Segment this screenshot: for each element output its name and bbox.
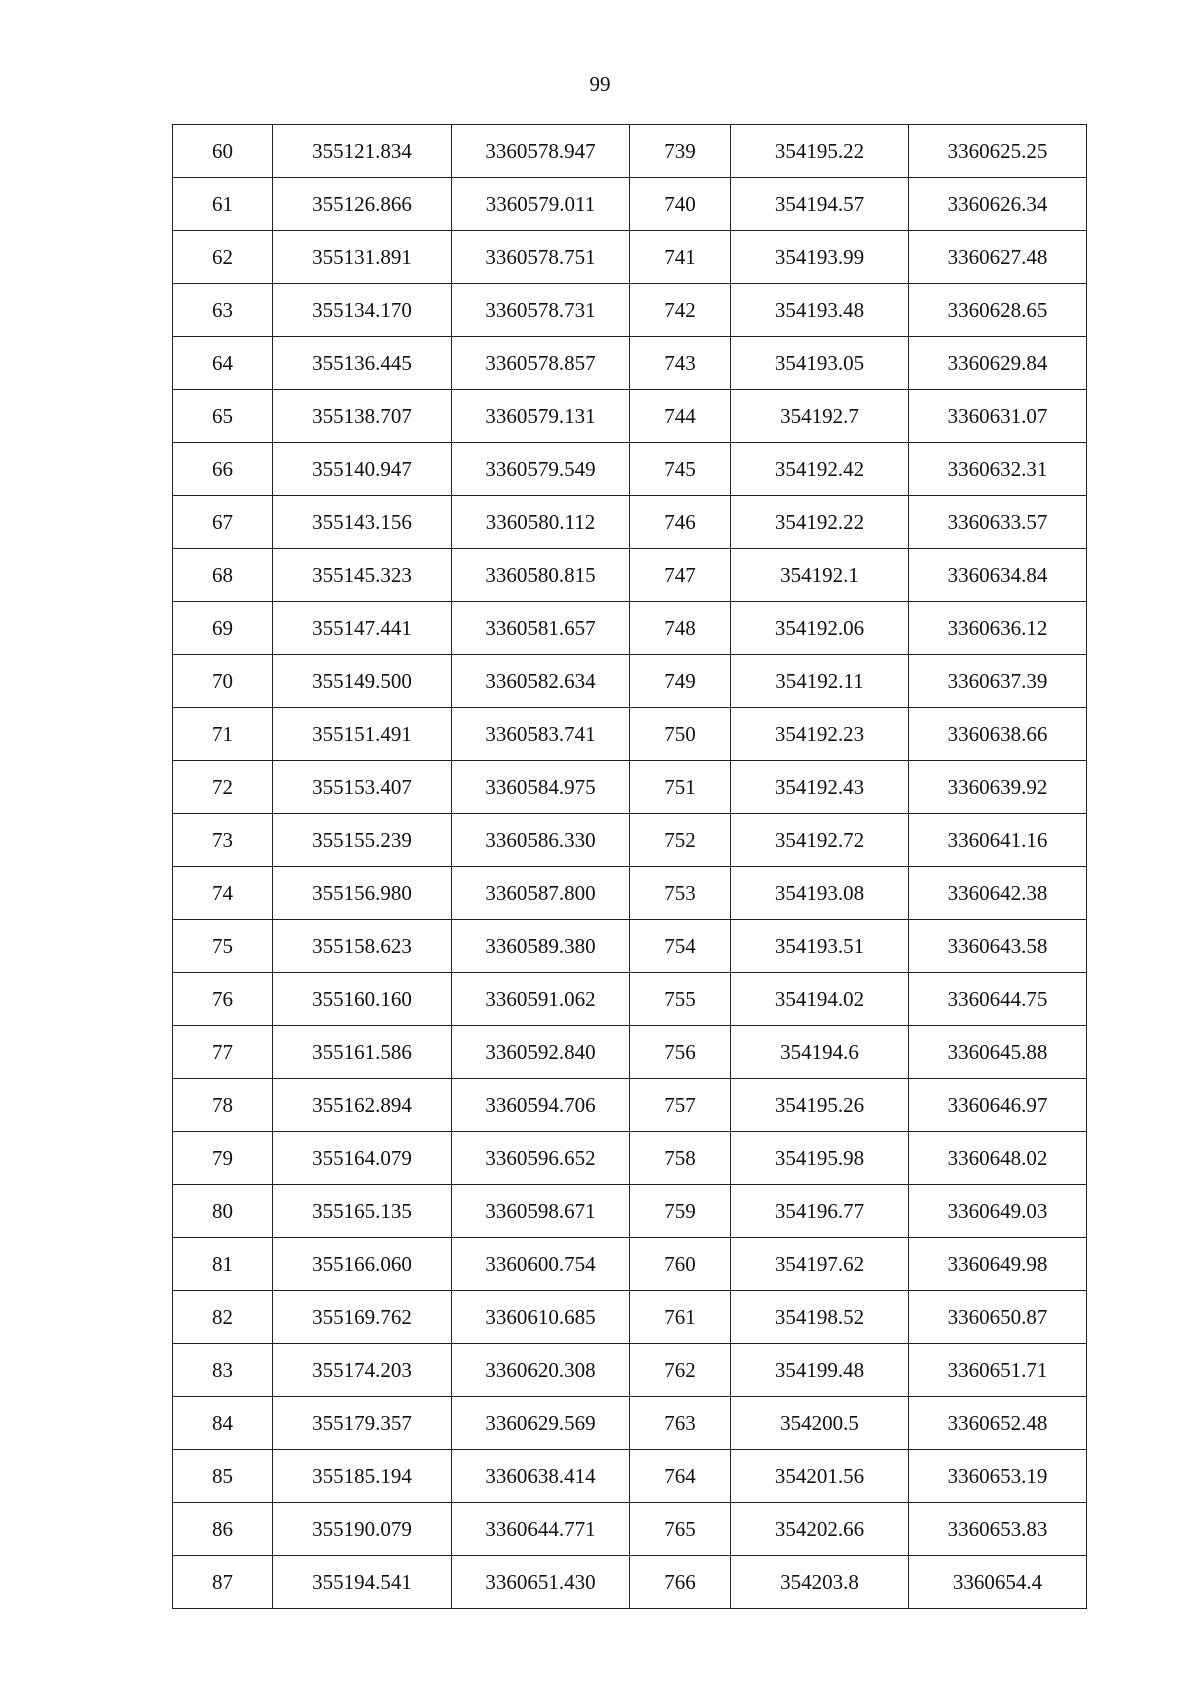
table-cell-x-coord-right: 354194.6 bbox=[731, 1026, 909, 1079]
table-cell-y-coord-right: 3360649.98 bbox=[909, 1238, 1087, 1291]
table-row bbox=[173, 1026, 1087, 1079]
table-row bbox=[173, 708, 1087, 761]
table-cell-y-coord-left: 3360644.771 bbox=[452, 1503, 630, 1556]
table-cell-y-coord-right: 3360638.66 bbox=[909, 708, 1087, 761]
table-cell-point-id-right: 743 bbox=[630, 337, 731, 390]
table-cell-x-coord-left: 355185.194 bbox=[273, 1450, 452, 1503]
table-cell-point-id-left: 80 bbox=[173, 1185, 273, 1238]
table-cell-point-id-right: 751 bbox=[630, 761, 731, 814]
table-cell-x-coord-right: 354193.48 bbox=[731, 284, 909, 337]
table-row bbox=[173, 443, 1087, 496]
table-cell-point-id-right: 765 bbox=[630, 1503, 731, 1556]
table-cell-x-coord-right: 354192.1 bbox=[731, 549, 909, 602]
table-cell-point-id-left: 85 bbox=[173, 1450, 273, 1503]
table-row bbox=[173, 390, 1087, 443]
table-cell-x-coord-left: 355166.060 bbox=[273, 1238, 452, 1291]
table-row bbox=[173, 920, 1087, 973]
table-cell-point-id-left: 68 bbox=[173, 549, 273, 602]
page-number: 99 bbox=[589, 72, 611, 96]
table-cell-x-coord-right: 354194.57 bbox=[731, 178, 909, 231]
table-cell-point-id-left: 64 bbox=[173, 337, 273, 390]
table-cell-y-coord-left: 3360583.741 bbox=[452, 708, 630, 761]
table-cell-y-coord-right: 3360626.34 bbox=[909, 178, 1087, 231]
table-cell-point-id-left: 60 bbox=[173, 125, 273, 178]
table-cell-point-id-left: 70 bbox=[173, 655, 273, 708]
table-cell-y-coord-right: 3360634.84 bbox=[909, 549, 1087, 602]
table-cell-x-coord-left: 355134.170 bbox=[273, 284, 452, 337]
table-cell-y-coord-right: 3360651.71 bbox=[909, 1344, 1087, 1397]
table-row bbox=[173, 1503, 1087, 1556]
table-cell-y-coord-right: 3360653.83 bbox=[909, 1503, 1087, 1556]
table-cell-x-coord-right: 354195.98 bbox=[731, 1132, 909, 1185]
table-cell-x-coord-right: 354192.7 bbox=[731, 390, 909, 443]
table-row bbox=[173, 761, 1087, 814]
table-cell-y-coord-right: 3360627.48 bbox=[909, 231, 1087, 284]
table-cell-point-id-right: 754 bbox=[630, 920, 731, 973]
table-cell-point-id-right: 764 bbox=[630, 1450, 731, 1503]
table-cell-point-id-right: 745 bbox=[630, 443, 731, 496]
table-cell-x-coord-right: 354192.23 bbox=[731, 708, 909, 761]
table-cell-y-coord-left: 3360578.857 bbox=[452, 337, 630, 390]
table-cell-point-id-left: 73 bbox=[173, 814, 273, 867]
table-cell-x-coord-right: 354196.77 bbox=[731, 1185, 909, 1238]
table-cell-x-coord-left: 355143.156 bbox=[273, 496, 452, 549]
table-cell-x-coord-left: 355156.980 bbox=[273, 867, 452, 920]
table-row bbox=[173, 1238, 1087, 1291]
table-cell-y-coord-left: 3360594.706 bbox=[452, 1079, 630, 1132]
table-row bbox=[173, 231, 1087, 284]
table-cell-point-id-left: 77 bbox=[173, 1026, 273, 1079]
table-row bbox=[173, 1344, 1087, 1397]
table-cell-point-id-right: 742 bbox=[630, 284, 731, 337]
table-cell-y-coord-left: 3360600.754 bbox=[452, 1238, 630, 1291]
table-cell-x-coord-left: 355169.762 bbox=[273, 1291, 452, 1344]
coordinate-table-body bbox=[173, 125, 1087, 1609]
table-row bbox=[173, 125, 1087, 178]
table-cell-y-coord-left: 3360578.751 bbox=[452, 231, 630, 284]
table-cell-x-coord-right: 354192.22 bbox=[731, 496, 909, 549]
table-cell-x-coord-left: 355164.079 bbox=[273, 1132, 452, 1185]
table-cell-x-coord-left: 355147.441 bbox=[273, 602, 452, 655]
table-cell-x-coord-right: 354200.5 bbox=[731, 1397, 909, 1450]
table-cell-point-id-right: 753 bbox=[630, 867, 731, 920]
table-cell-y-coord-left: 3360596.652 bbox=[452, 1132, 630, 1185]
table-cell-y-coord-right: 3360645.88 bbox=[909, 1026, 1087, 1079]
table-cell-x-coord-left: 355155.239 bbox=[273, 814, 452, 867]
table-row bbox=[173, 284, 1087, 337]
table-cell-x-coord-right: 354199.48 bbox=[731, 1344, 909, 1397]
table-cell-x-coord-left: 355194.541 bbox=[273, 1556, 452, 1609]
table-cell-x-coord-left: 355151.491 bbox=[273, 708, 452, 761]
table-row bbox=[173, 1291, 1087, 1344]
table-cell-y-coord-left: 3360629.569 bbox=[452, 1397, 630, 1450]
table-cell-x-coord-right: 354195.22 bbox=[731, 125, 909, 178]
table-row bbox=[173, 178, 1087, 231]
table-cell-point-id-right: 758 bbox=[630, 1132, 731, 1185]
table-cell-x-coord-left: 355162.894 bbox=[273, 1079, 452, 1132]
table-cell-x-coord-left: 355149.500 bbox=[273, 655, 452, 708]
table-cell-point-id-left: 62 bbox=[173, 231, 273, 284]
table-cell-point-id-right: 749 bbox=[630, 655, 731, 708]
table-cell-y-coord-right: 3360631.07 bbox=[909, 390, 1087, 443]
table-cell-point-id-left: 78 bbox=[173, 1079, 273, 1132]
table-cell-point-id-right: 747 bbox=[630, 549, 731, 602]
table-row bbox=[173, 549, 1087, 602]
table-cell-y-coord-right: 3360646.97 bbox=[909, 1079, 1087, 1132]
table-cell-y-coord-right: 3360637.39 bbox=[909, 655, 1087, 708]
table-cell-point-id-left: 71 bbox=[173, 708, 273, 761]
table-row bbox=[173, 655, 1087, 708]
table-cell-y-coord-left: 3360584.975 bbox=[452, 761, 630, 814]
table-cell-y-coord-right: 3360641.16 bbox=[909, 814, 1087, 867]
table-cell-y-coord-left: 3360610.685 bbox=[452, 1291, 630, 1344]
table-cell-point-id-left: 63 bbox=[173, 284, 273, 337]
table-cell-y-coord-left: 3360579.549 bbox=[452, 443, 630, 496]
table-cell-x-coord-left: 355158.623 bbox=[273, 920, 452, 973]
table-cell-point-id-right: 744 bbox=[630, 390, 731, 443]
table-cell-x-coord-left: 355174.203 bbox=[273, 1344, 452, 1397]
table-cell-x-coord-left: 355153.407 bbox=[273, 761, 452, 814]
table-row bbox=[173, 1450, 1087, 1503]
table-cell-point-id-left: 66 bbox=[173, 443, 273, 496]
table-cell-point-id-right: 763 bbox=[630, 1397, 731, 1450]
table-cell-y-coord-right: 3360648.02 bbox=[909, 1132, 1087, 1185]
table-cell-y-coord-right: 3360650.87 bbox=[909, 1291, 1087, 1344]
table-cell-x-coord-right: 354193.99 bbox=[731, 231, 909, 284]
table-cell-y-coord-right: 3360644.75 bbox=[909, 973, 1087, 1026]
table-cell-y-coord-left: 3360581.657 bbox=[452, 602, 630, 655]
table-cell-point-id-left: 84 bbox=[173, 1397, 273, 1450]
table-row bbox=[173, 1185, 1087, 1238]
table-cell-point-id-left: 69 bbox=[173, 602, 273, 655]
table-cell-y-coord-left: 3360592.840 bbox=[452, 1026, 630, 1079]
table-cell-point-id-right: 748 bbox=[630, 602, 731, 655]
table-cell-x-coord-right: 354197.62 bbox=[731, 1238, 909, 1291]
table-cell-x-coord-right: 354192.42 bbox=[731, 443, 909, 496]
table-cell-y-coord-right: 3360625.25 bbox=[909, 125, 1087, 178]
coordinate-table bbox=[172, 124, 1087, 1609]
table-cell-point-id-right: 740 bbox=[630, 178, 731, 231]
table-cell-point-id-right: 762 bbox=[630, 1344, 731, 1397]
table-row bbox=[173, 1556, 1087, 1609]
table-cell-y-coord-left: 3360651.430 bbox=[452, 1556, 630, 1609]
table-cell-y-coord-left: 3360578.947 bbox=[452, 125, 630, 178]
table-cell-point-id-left: 61 bbox=[173, 178, 273, 231]
table-cell-x-coord-left: 355138.707 bbox=[273, 390, 452, 443]
table-cell-x-coord-right: 354192.11 bbox=[731, 655, 909, 708]
table-cell-y-coord-left: 3360578.731 bbox=[452, 284, 630, 337]
table-cell-point-id-left: 81 bbox=[173, 1238, 273, 1291]
table-cell-y-coord-left: 3360591.062 bbox=[452, 973, 630, 1026]
table-cell-point-id-left: 82 bbox=[173, 1291, 273, 1344]
table-cell-point-id-right: 761 bbox=[630, 1291, 731, 1344]
table-cell-y-coord-left: 3360587.800 bbox=[452, 867, 630, 920]
table-cell-point-id-right: 756 bbox=[630, 1026, 731, 1079]
table-cell-point-id-left: 75 bbox=[173, 920, 273, 973]
table-cell-point-id-left: 87 bbox=[173, 1556, 273, 1609]
table-cell-point-id-left: 83 bbox=[173, 1344, 273, 1397]
table-cell-point-id-left: 72 bbox=[173, 761, 273, 814]
table-cell-y-coord-right: 3360643.58 bbox=[909, 920, 1087, 973]
table-cell-y-coord-left: 3360586.330 bbox=[452, 814, 630, 867]
table-cell-point-id-left: 67 bbox=[173, 496, 273, 549]
table-cell-point-id-right: 760 bbox=[630, 1238, 731, 1291]
table-cell-y-coord-right: 3360639.92 bbox=[909, 761, 1087, 814]
table-cell-x-coord-left: 355145.323 bbox=[273, 549, 452, 602]
table-cell-point-id-left: 79 bbox=[173, 1132, 273, 1185]
table-cell-y-coord-left: 3360638.414 bbox=[452, 1450, 630, 1503]
table-cell-x-coord-right: 354193.08 bbox=[731, 867, 909, 920]
table-cell-point-id-right: 750 bbox=[630, 708, 731, 761]
table-row bbox=[173, 867, 1087, 920]
table-cell-x-coord-right: 354202.66 bbox=[731, 1503, 909, 1556]
table-cell-y-coord-left: 3360579.011 bbox=[452, 178, 630, 231]
table-cell-x-coord-right: 354201.56 bbox=[731, 1450, 909, 1503]
table-cell-x-coord-left: 355165.135 bbox=[273, 1185, 452, 1238]
table-cell-x-coord-left: 355136.445 bbox=[273, 337, 452, 390]
table-cell-y-coord-left: 3360580.815 bbox=[452, 549, 630, 602]
table-cell-x-coord-right: 354198.52 bbox=[731, 1291, 909, 1344]
table-cell-y-coord-left: 3360589.380 bbox=[452, 920, 630, 973]
table-row bbox=[173, 973, 1087, 1026]
table-cell-x-coord-right: 354194.02 bbox=[731, 973, 909, 1026]
table-cell-point-id-left: 76 bbox=[173, 973, 273, 1026]
table-row bbox=[173, 1079, 1087, 1132]
table-cell-point-id-right: 746 bbox=[630, 496, 731, 549]
table-cell-x-coord-right: 354195.26 bbox=[731, 1079, 909, 1132]
table-row bbox=[173, 496, 1087, 549]
table-cell-y-coord-right: 3360636.12 bbox=[909, 602, 1087, 655]
table-row bbox=[173, 814, 1087, 867]
table-cell-point-id-right: 741 bbox=[630, 231, 731, 284]
table-cell-point-id-right: 766 bbox=[630, 1556, 731, 1609]
table-cell-point-id-right: 752 bbox=[630, 814, 731, 867]
table-cell-y-coord-right: 3360633.57 bbox=[909, 496, 1087, 549]
table-cell-point-id-left: 86 bbox=[173, 1503, 273, 1556]
table-cell-y-coord-right: 3360653.19 bbox=[909, 1450, 1087, 1503]
table-cell-y-coord-left: 3360598.671 bbox=[452, 1185, 630, 1238]
table-cell-x-coord-right: 354193.51 bbox=[731, 920, 909, 973]
table-cell-x-coord-left: 355121.834 bbox=[273, 125, 452, 178]
table-row bbox=[173, 1397, 1087, 1450]
table-cell-point-id-right: 759 bbox=[630, 1185, 731, 1238]
table-cell-x-coord-right: 354203.8 bbox=[731, 1556, 909, 1609]
table-row bbox=[173, 337, 1087, 390]
table-cell-x-coord-left: 355131.891 bbox=[273, 231, 452, 284]
table-cell-x-coord-right: 354192.43 bbox=[731, 761, 909, 814]
table-cell-point-id-right: 739 bbox=[630, 125, 731, 178]
table-cell-point-id-right: 755 bbox=[630, 973, 731, 1026]
table-cell-x-coord-right: 354192.72 bbox=[731, 814, 909, 867]
table-cell-y-coord-right: 3360632.31 bbox=[909, 443, 1087, 496]
table-row bbox=[173, 602, 1087, 655]
table-cell-y-coord-left: 3360580.112 bbox=[452, 496, 630, 549]
table-cell-y-coord-left: 3360582.634 bbox=[452, 655, 630, 708]
table-cell-x-coord-left: 355179.357 bbox=[273, 1397, 452, 1450]
table-cell-point-id-left: 74 bbox=[173, 867, 273, 920]
table-cell-x-coord-right: 354192.06 bbox=[731, 602, 909, 655]
table-cell-x-coord-left: 355126.866 bbox=[273, 178, 452, 231]
table-cell-y-coord-right: 3360652.48 bbox=[909, 1397, 1087, 1450]
table-cell-x-coord-left: 355190.079 bbox=[273, 1503, 452, 1556]
table-cell-point-id-right: 757 bbox=[630, 1079, 731, 1132]
table-cell-y-coord-right: 3360642.38 bbox=[909, 867, 1087, 920]
table-cell-x-coord-left: 355140.947 bbox=[273, 443, 452, 496]
table-cell-y-coord-right: 3360628.65 bbox=[909, 284, 1087, 337]
table-row bbox=[173, 1132, 1087, 1185]
table-cell-y-coord-right: 3360654.4 bbox=[909, 1556, 1087, 1609]
table-cell-y-coord-left: 3360620.308 bbox=[452, 1344, 630, 1397]
table-cell-x-coord-right: 354193.05 bbox=[731, 337, 909, 390]
table-cell-x-coord-left: 355161.586 bbox=[273, 1026, 452, 1079]
table-cell-x-coord-left: 355160.160 bbox=[273, 973, 452, 1026]
table-cell-y-coord-right: 3360629.84 bbox=[909, 337, 1087, 390]
table-cell-y-coord-right: 3360649.03 bbox=[909, 1185, 1087, 1238]
table-cell-point-id-left: 65 bbox=[173, 390, 273, 443]
table-cell-y-coord-left: 3360579.131 bbox=[452, 390, 630, 443]
